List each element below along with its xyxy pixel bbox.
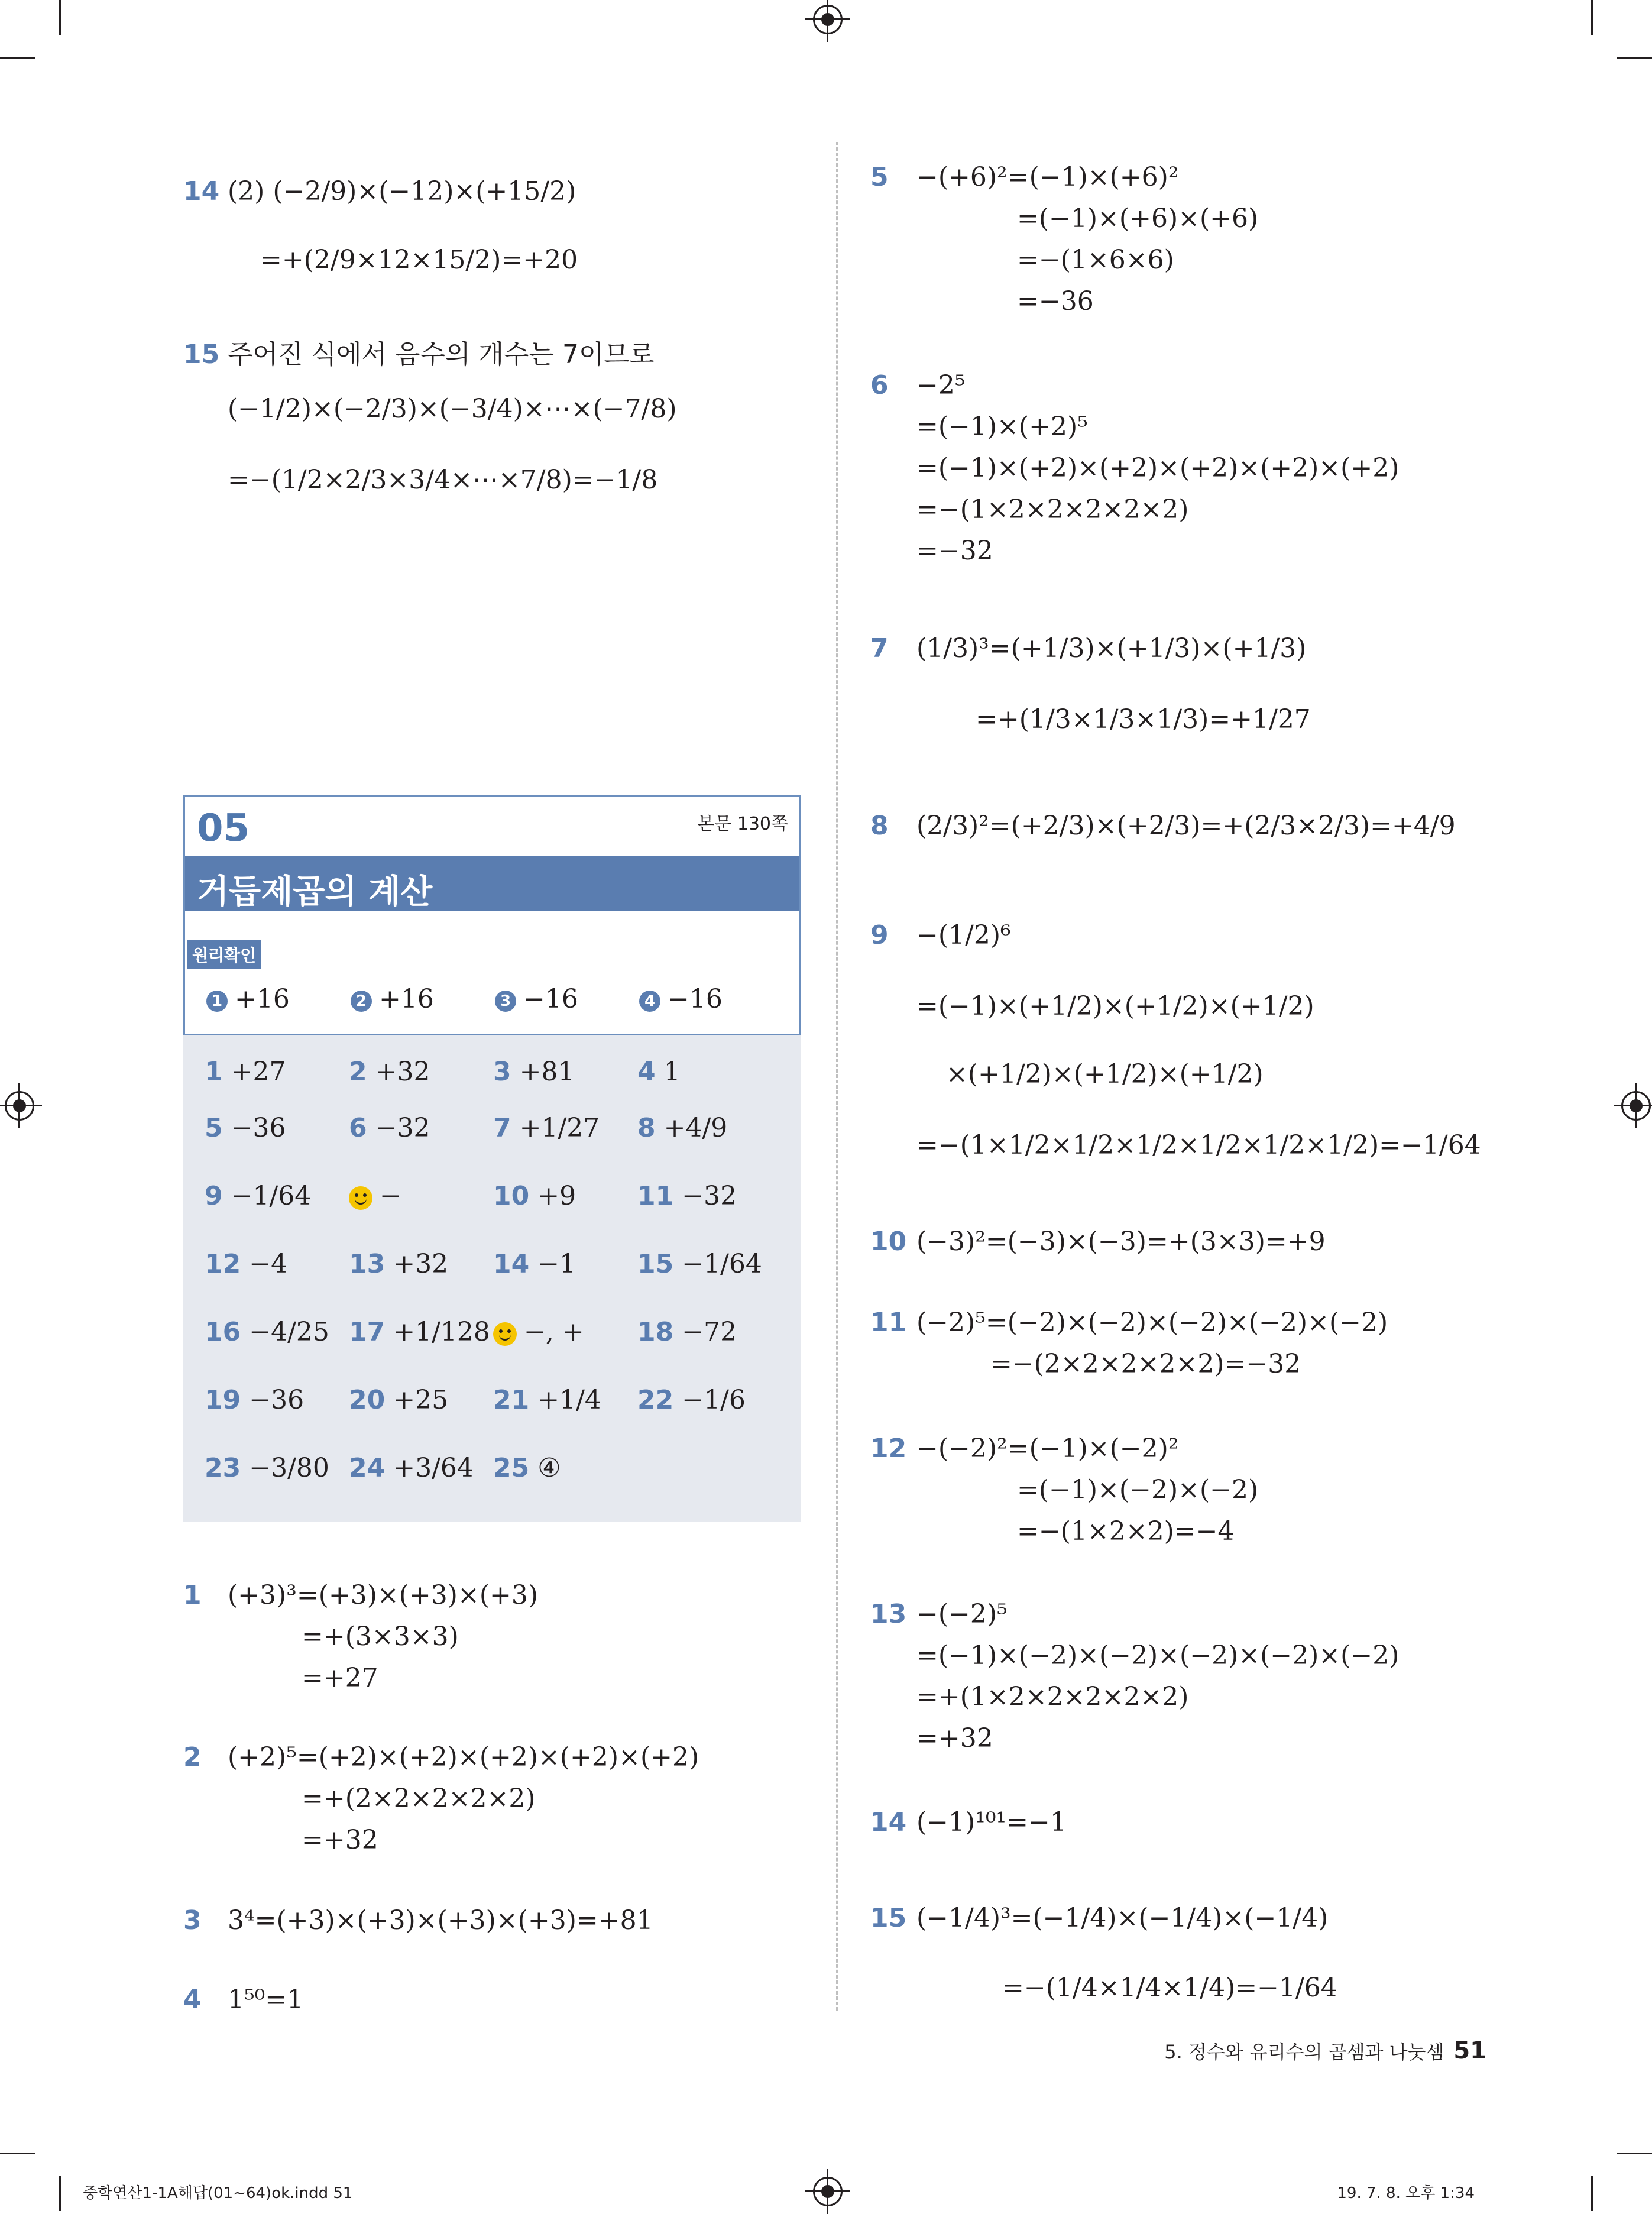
answer-value: +1/27	[519, 1113, 600, 1143]
page-footer	[1164, 2037, 1486, 2064]
answer-item	[349, 1115, 430, 1141]
solution-line: =−(1×2×2)=−4	[1017, 1516, 1235, 1546]
solution-line: =−(1×6×6)	[1017, 245, 1174, 275]
answer-value: −1/64	[682, 1249, 762, 1279]
answer-number: 16	[205, 1317, 241, 1347]
solution-line: =+27	[302, 1663, 378, 1693]
principle-check-tag: 원리확인	[187, 940, 261, 969]
answer-value: −36	[249, 1385, 305, 1415]
solution-line: −2⁵	[916, 370, 966, 400]
answer-item	[205, 1387, 304, 1413]
answer-item	[349, 1183, 401, 1210]
solution-line: −(+6)²=(−1)×(+6)²	[916, 162, 1179, 192]
answer-value: +32	[393, 1249, 449, 1279]
answer-item	[349, 1387, 448, 1413]
crop-mark	[59, 2176, 61, 2211]
solution-line: ×(+1/2)×(+1/2)×(+1/2)	[946, 1059, 1264, 1089]
problem-number: 7	[870, 633, 889, 663]
crop-mark	[1591, 2176, 1593, 2211]
answer-number: 9	[205, 1181, 223, 1211]
answer-value: −4	[249, 1249, 288, 1279]
section-title: 거듭제곱의 계산	[197, 873, 433, 911]
answer-value: −1/6	[682, 1385, 746, 1415]
answer-value: −	[380, 1181, 401, 1211]
principle-answer: 3 −16	[495, 984, 578, 1014]
principle-answer: 1 +16	[206, 984, 290, 1014]
answer-value: +3/64	[393, 1453, 474, 1483]
solution-line: =(−1)×(+2)×(+2)×(+2)×(+2)×(+2)	[916, 453, 1400, 483]
answer-value: −4/25	[249, 1317, 329, 1347]
smiley-icon	[493, 1322, 517, 1346]
answer-value: ④	[537, 1453, 561, 1483]
section-title-bar	[185, 856, 799, 911]
solution-line: =−(1/4×1/4×1/4)=−1/64	[1002, 1973, 1337, 2003]
answer-number: 14	[493, 1249, 530, 1279]
solution-line: (1/3)³=(+1/3)×(+1/3)×(+1/3)	[916, 633, 1307, 663]
page-reference: 본문 130쪽	[697, 814, 788, 834]
answer-item	[493, 1455, 561, 1481]
answer-value: −32	[682, 1181, 737, 1211]
answer-item	[493, 1319, 584, 1346]
registration-mark-icon	[813, 2177, 843, 2206]
solution-line: −(−2)²=(−1)×(−2)²	[916, 1433, 1179, 1464]
answer-number: 3	[493, 1057, 511, 1087]
solution-line: (−1/4)³=(−1/4)×(−1/4)×(−1/4)	[916, 1903, 1329, 1933]
answer-number: 2	[349, 1057, 367, 1087]
answer-value: +25	[393, 1385, 449, 1415]
answer-number: 4	[637, 1057, 656, 1087]
answer-item	[637, 1387, 746, 1413]
solution-line: =−(1×1/2×1/2×1/2×1/2×1/2×1/2)=−1/64	[916, 1130, 1481, 1160]
answer-item	[205, 1251, 287, 1277]
solution-line: =(−1)×(+6)×(+6)	[1017, 203, 1259, 234]
answer-number: 6	[349, 1113, 367, 1143]
problem-number: 15	[870, 1903, 907, 1933]
answer-number: 10	[493, 1181, 530, 1211]
answer-number: 24	[349, 1453, 386, 1483]
crop-mark	[0, 2152, 35, 2154]
answer-item	[205, 1455, 329, 1481]
answer-number: 1	[205, 1057, 223, 1087]
answer-number: 20	[349, 1385, 386, 1415]
solution-line: =−(2×2×2×2×2)=−32	[990, 1349, 1301, 1379]
answer-item	[205, 1059, 286, 1085]
answer-value: −, +	[524, 1317, 584, 1347]
solution-line: =+(2/9×12×15/2)=+20	[260, 245, 578, 275]
page-number: 51	[1453, 2037, 1486, 2064]
answer-value: −3/80	[249, 1453, 329, 1483]
problem-number: 6	[870, 370, 889, 400]
answer-number: 19	[205, 1385, 241, 1415]
answer-item	[205, 1183, 311, 1209]
solution-line: =−36	[1017, 286, 1094, 316]
print-slug-date: 19. 7. 8. 오후 1:34	[1337, 2184, 1475, 2202]
answer-value: +1/128	[393, 1317, 490, 1347]
solution-line: =+(1×2×2×2×2×2)	[916, 1682, 1189, 1712]
solution-line: =+(1/3×1/3×1/3)=+1/27	[976, 704, 1311, 734]
problem-number: 13	[870, 1599, 907, 1629]
problem-number: 8	[870, 811, 889, 841]
registration-mark-icon	[5, 1091, 34, 1121]
answer-item	[637, 1059, 681, 1085]
problem-number: 14	[183, 176, 220, 206]
answer-item	[349, 1455, 474, 1481]
column-divider	[836, 142, 838, 2011]
chapter-title: 5. 정수와 유리수의 곱셈과 나눗셈	[1164, 2041, 1444, 2063]
problem-number: 14	[870, 1807, 907, 1837]
solution-line: =+(2×2×2×2×2)	[302, 1784, 536, 1814]
answer-number: 22	[637, 1385, 674, 1415]
answer-grid	[183, 1035, 801, 1522]
solution-line: (−1)¹⁰¹=−1	[916, 1807, 1067, 1837]
crop-mark	[59, 0, 61, 35]
solution-line: −(1/2)⁶	[916, 920, 1011, 950]
answer-number: 17	[349, 1317, 386, 1347]
answer-number: 18	[637, 1317, 674, 1347]
answer-number: 23	[205, 1453, 241, 1483]
answer-item	[637, 1251, 762, 1277]
print-slug-file: 중학연산1-1A해답(01~64)ok.indd 51	[83, 2184, 353, 2202]
answer-item	[349, 1059, 430, 1085]
answer-value: +81	[519, 1057, 575, 1087]
answer-item	[637, 1319, 737, 1345]
solution-line: =(−1)×(−2)×(−2)×(−2)×(−2)×(−2)	[916, 1640, 1400, 1671]
solution-line: =+32	[916, 1723, 993, 1753]
answer-item	[205, 1319, 329, 1345]
answer-item	[493, 1059, 574, 1085]
solution-line: =+(3×3×3)	[302, 1621, 459, 1652]
crop-mark	[1591, 0, 1593, 35]
solution-line: 3⁴=(+3)×(+3)×(+3)×(+3)=+81	[228, 1905, 653, 1935]
answer-number: 11	[637, 1181, 674, 1211]
crop-mark	[1617, 2152, 1652, 2154]
answer-item	[637, 1183, 737, 1209]
problem-number: 5	[870, 162, 889, 192]
answer-item	[493, 1115, 600, 1141]
answer-number: 15	[637, 1249, 674, 1279]
problem-number: 3	[183, 1905, 202, 1935]
principle-answer: 4 −16	[639, 984, 723, 1014]
solution-line: =(−1)×(+1/2)×(+1/2)×(+1/2)	[916, 991, 1314, 1021]
problem-number: 9	[870, 920, 889, 950]
solution-line: =−(1×2×2×2×2×2)	[916, 494, 1189, 525]
problem-number: 11	[870, 1307, 907, 1338]
solution-line: =(−1)×(−2)×(−2)	[1017, 1475, 1259, 1505]
solution-line: (2/3)²=(+2/3)×(+2/3)=+(2/3×2/3)=+4/9	[916, 811, 1456, 841]
answer-number: 21	[493, 1385, 530, 1415]
smiley-icon	[349, 1186, 372, 1210]
answer-value: 1	[663, 1057, 681, 1087]
solution-line: =(−1)×(+2)⁵	[916, 412, 1088, 442]
answer-value: +1/4	[537, 1385, 601, 1415]
answer-number: 25	[493, 1453, 530, 1483]
principle-answer: 2 +16	[351, 984, 434, 1014]
answer-value: −36	[231, 1113, 286, 1143]
answer-number: 7	[493, 1113, 511, 1143]
answer-number: 13	[349, 1249, 386, 1279]
answer-item	[493, 1387, 601, 1413]
answer-value: −1/64	[231, 1181, 312, 1211]
solution-line: (+3)³=(+3)×(+3)×(+3)	[228, 1580, 539, 1610]
answer-value: −72	[682, 1317, 737, 1347]
problem-number: 4	[183, 1985, 202, 2015]
answer-number: 12	[205, 1249, 241, 1279]
answer-item	[349, 1319, 490, 1345]
answer-number: 5	[205, 1113, 223, 1143]
registration-mark-icon	[813, 5, 843, 34]
problem-number: 10	[870, 1226, 907, 1257]
solution-line: =+32	[302, 1825, 378, 1855]
registration-mark-icon	[1621, 1091, 1651, 1121]
solution-line: (2) (−2/9)×(−12)×(+15/2)	[228, 176, 576, 206]
answer-value: −1	[537, 1249, 576, 1279]
problem-number: 2	[183, 1742, 202, 1772]
answer-value: +27	[231, 1057, 286, 1087]
problem-number: 12	[870, 1433, 907, 1464]
problem-number: 1	[183, 1580, 202, 1610]
answer-item	[493, 1183, 576, 1209]
answer-value: +32	[375, 1057, 430, 1087]
answer-item	[349, 1251, 448, 1277]
answer-item	[493, 1251, 576, 1277]
solution-line: 1⁵⁰=1	[228, 1985, 304, 2015]
crop-mark	[0, 57, 35, 59]
answer-value: +9	[537, 1181, 576, 1211]
solution-line: (−3)²=(−3)×(−3)=+(3×3)=+9	[916, 1226, 1326, 1257]
problem-number: 15	[183, 339, 220, 370]
solution-line: =−(1/2×2/3×3/4×⋯×7/8)=−1/8	[228, 465, 658, 495]
answer-value: −32	[375, 1113, 430, 1143]
solution-line: (−2)⁵=(−2)×(−2)×(−2)×(−2)×(−2)	[916, 1307, 1388, 1338]
crop-mark	[1617, 57, 1652, 59]
solution-line: (−1/2)×(−2/3)×(−3/4)×⋯×(−7/8)	[228, 394, 677, 424]
answer-value: +4/9	[663, 1113, 728, 1143]
solution-line: (+2)⁵=(+2)×(+2)×(+2)×(+2)×(+2)	[228, 1742, 699, 1772]
answer-number: 8	[637, 1113, 656, 1143]
section-header-box	[183, 795, 801, 1035]
answer-item	[637, 1115, 727, 1141]
section-number: 05	[197, 807, 250, 850]
answer-item	[205, 1115, 286, 1141]
solution-line: =−32	[916, 536, 993, 566]
solution-line: −(−2)⁵	[916, 1599, 1008, 1629]
solution-line: 주어진 식에서 음수의 개수는 7이므로	[228, 339, 655, 370]
